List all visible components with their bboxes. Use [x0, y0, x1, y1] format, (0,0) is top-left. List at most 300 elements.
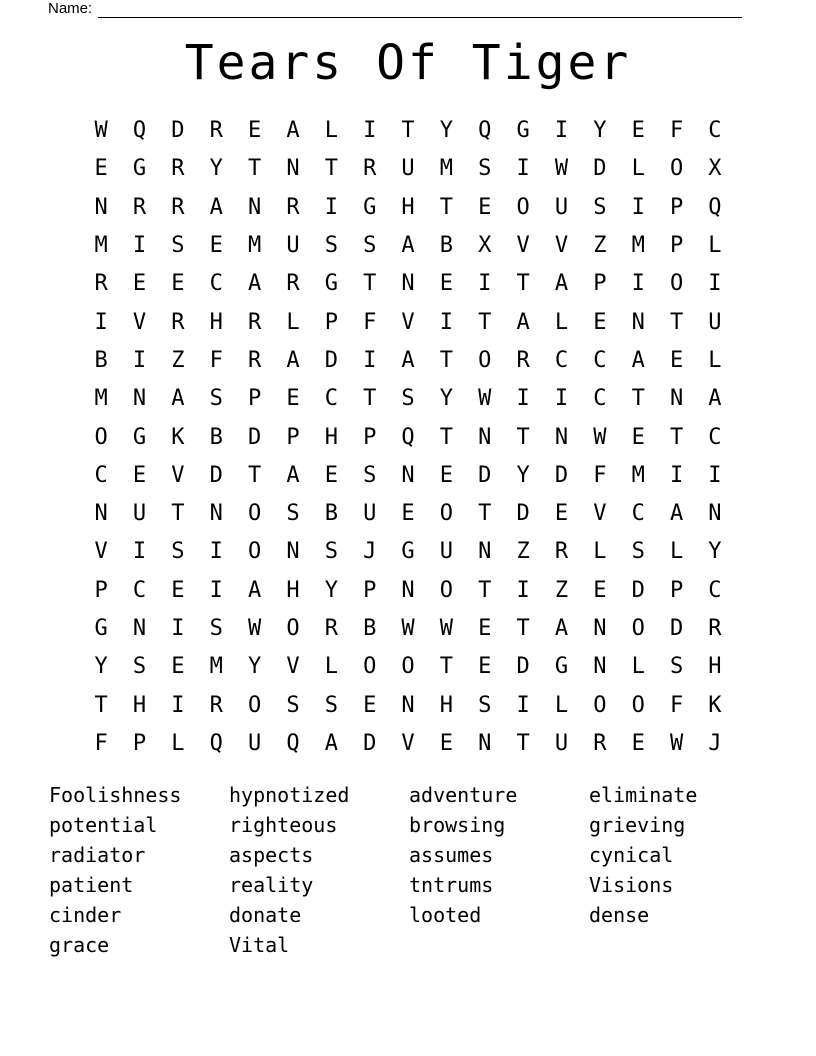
grid-letter: O	[439, 577, 454, 603]
grid-letter: H	[132, 692, 147, 718]
grid-letter: O	[286, 616, 300, 641]
grid-row	[82, 227, 734, 265]
word-list-item: grace	[49, 933, 110, 957]
word-column	[409, 780, 589, 960]
grid-letter: U	[554, 730, 569, 756]
grid-letter: D	[171, 118, 185, 144]
grid-letter: E	[478, 194, 492, 220]
grid-letter: E	[593, 309, 607, 335]
grid-letter: C	[324, 386, 338, 412]
grid-letter: U	[439, 539, 454, 565]
grid-letter: N	[593, 654, 607, 680]
grid-letter: N	[631, 309, 645, 335]
grid-row	[82, 572, 734, 610]
grid-letter: D	[593, 156, 607, 182]
grid-letter: G	[554, 654, 569, 680]
grid-letter: W	[94, 118, 108, 144]
grid-letter: P	[286, 424, 300, 450]
grid-row	[82, 725, 734, 763]
grid-letter: I	[516, 156, 530, 182]
grid-letter: S	[286, 692, 300, 718]
grid-letter: O	[247, 539, 262, 565]
grid-letter: I	[516, 577, 530, 603]
grid-letter: D	[324, 347, 338, 373]
grid-letter: Y	[439, 386, 454, 412]
grid-letter: N	[401, 271, 415, 297]
grid-letter: G	[132, 156, 147, 182]
grid-letter: J	[708, 730, 722, 756]
grid-letter: B	[324, 501, 338, 527]
grid-letter: C	[708, 577, 722, 603]
grid-letter: T	[363, 271, 377, 297]
grid-letter: S	[401, 386, 415, 412]
word-list-item: dense	[589, 903, 650, 927]
grid-letter: T	[401, 118, 415, 144]
grid-row	[82, 303, 734, 341]
grid-letter: E	[439, 730, 454, 756]
grid-letter: U	[286, 233, 300, 259]
grid-letter: E	[286, 386, 300, 412]
grid-letter: O	[631, 616, 645, 641]
grid-letter: Z	[593, 233, 607, 259]
grid-letter: E	[478, 616, 492, 641]
grid-letter: N	[247, 194, 262, 220]
grid-letter: I	[631, 271, 645, 297]
grid-letter: F	[669, 118, 684, 144]
grid-letter: D	[209, 462, 223, 488]
grid-letter: Q	[286, 730, 300, 756]
grid-letter: W	[439, 616, 454, 641]
grid-letter: Y	[209, 156, 223, 182]
grid-letter: E	[132, 271, 147, 297]
grid-letter: C	[631, 501, 645, 527]
grid-letter: C	[593, 386, 607, 412]
grid-letter: R	[593, 730, 607, 756]
grid-letter: T	[669, 309, 684, 335]
grid-letter: E	[132, 462, 147, 488]
grid-letter: T	[247, 156, 262, 182]
grid-letter: C	[554, 347, 569, 373]
grid-letter: H	[286, 577, 300, 603]
grid-row	[82, 265, 734, 303]
grid-letter: N	[478, 424, 492, 450]
grid-letter: N	[94, 194, 108, 220]
grid-letter: E	[669, 347, 684, 373]
word-list-item: browsing	[409, 813, 506, 837]
grid-letter: B	[439, 233, 454, 259]
grid-letter: I	[669, 462, 684, 488]
grid-letter: L	[631, 156, 645, 182]
grid-letter: A	[324, 730, 338, 756]
grid-letter: E	[171, 654, 185, 680]
grid-letter: M	[209, 654, 223, 680]
grid-letter: S	[209, 616, 223, 641]
grid-letter: I	[554, 118, 569, 144]
grid-letter: O	[247, 692, 262, 718]
grid-letter: N	[132, 386, 147, 412]
grid-letter: E	[363, 692, 377, 718]
grid-row	[82, 342, 734, 380]
grid-letter: H	[324, 424, 338, 450]
grid-letter: M	[439, 156, 454, 182]
grid-letter: W	[669, 730, 684, 756]
grid-letter: Y	[324, 577, 338, 603]
grid-letter: K	[708, 692, 722, 718]
grid-letter: A	[669, 501, 684, 527]
grid-letter: H	[401, 194, 415, 220]
grid-letter: Y	[593, 118, 607, 144]
grid-letter: A	[286, 347, 300, 373]
grid-letter: T	[478, 309, 492, 335]
grid-letter: S	[209, 386, 223, 412]
grid-letter: L	[324, 654, 338, 680]
grid-letter: I	[171, 616, 185, 641]
grid-letter: V	[94, 539, 108, 565]
grid-letter: N	[401, 462, 415, 488]
grid-letter: N	[401, 577, 415, 603]
grid-row	[82, 533, 734, 571]
grid-letter: P	[363, 577, 377, 603]
grid-letter: L	[708, 347, 722, 373]
grid-letter: R	[286, 271, 300, 297]
grid-letter: A	[401, 233, 415, 259]
grid-row	[82, 610, 734, 648]
grid-letter: N	[94, 501, 108, 527]
grid-letter: T	[247, 462, 262, 488]
letter-grid	[82, 112, 734, 763]
grid-letter: T	[516, 616, 530, 641]
grid-letter: A	[554, 616, 569, 641]
grid-letter: A	[247, 271, 262, 297]
grid-letter: T	[439, 654, 454, 680]
grid-letter: C	[708, 424, 722, 450]
grid-letter: P	[247, 386, 262, 412]
grid-letter: E	[593, 577, 607, 603]
grid-letter: B	[363, 616, 377, 641]
grid-letter: W	[593, 424, 607, 450]
page-title: Tears Of Tiger	[184, 35, 632, 91]
grid-letter: K	[171, 424, 185, 450]
grid-letter: C	[94, 462, 108, 488]
grid-letter: H	[209, 309, 223, 335]
grid-letter: I	[554, 386, 569, 412]
grid-letter: R	[708, 616, 722, 641]
grid-letter: S	[132, 654, 147, 680]
grid-letter: V	[401, 309, 415, 335]
grid-letter: O	[363, 654, 377, 680]
grid-letter: L	[324, 118, 338, 144]
grid-letter: A	[286, 118, 300, 144]
grid-letter: Q	[209, 730, 223, 756]
grid-letter: G	[363, 194, 377, 220]
grid-letter: N	[478, 539, 492, 565]
grid-letter: J	[363, 539, 377, 565]
grid-letter: E	[171, 271, 185, 297]
word-list-item: aspects	[229, 843, 314, 867]
grid-letter: T	[478, 501, 492, 527]
grid-letter: T	[439, 347, 454, 373]
grid-letter: V	[132, 309, 147, 335]
grid-letter: E	[478, 654, 492, 680]
word-list-item: reality	[229, 873, 314, 897]
grid-letter: H	[439, 692, 454, 718]
grid-letter: S	[593, 194, 607, 220]
grid-letter: T	[439, 194, 454, 220]
grid-letter: Q	[708, 194, 722, 220]
grid-letter: I	[209, 539, 223, 565]
word-list-item: Vital	[229, 933, 290, 957]
grid-letter: S	[171, 233, 185, 259]
grid-letter: R	[171, 194, 185, 220]
grid-letter: O	[669, 271, 684, 297]
word-list-item: eliminate	[589, 783, 698, 807]
grid-letter: N	[478, 730, 492, 756]
grid-letter: T	[516, 271, 530, 297]
grid-letter: Q	[132, 118, 147, 144]
grid-letter: R	[209, 692, 223, 718]
grid-letter: R	[247, 347, 262, 373]
grid-letter: V	[171, 462, 185, 488]
grid-letter: A	[247, 577, 262, 603]
grid-letter: W	[478, 386, 492, 412]
grid-letter: E	[401, 501, 415, 527]
grid-letter: Q	[478, 118, 492, 144]
grid-letter: U	[132, 501, 147, 527]
grid-letter: S	[631, 539, 645, 565]
grid-letter: D	[247, 424, 262, 450]
grid-letter: V	[286, 654, 300, 680]
grid-letter: S	[324, 692, 338, 718]
grid-letter: S	[171, 539, 185, 565]
grid-letter: T	[171, 501, 185, 527]
grid-letter: T	[516, 424, 530, 450]
grid-letter: M	[631, 233, 645, 259]
grid-letter: I	[439, 309, 454, 335]
word-list-item: looted	[409, 903, 482, 927]
grid-letter: D	[363, 730, 377, 756]
grid-letter: T	[439, 424, 454, 450]
grid-letter: N	[593, 616, 607, 641]
grid-letter: X	[708, 156, 722, 182]
grid-letter: N	[286, 156, 300, 182]
grid-letter: L	[171, 730, 185, 756]
grid-letter: P	[593, 271, 607, 297]
grid-letter: U	[708, 309, 722, 335]
grid-letter: L	[554, 692, 569, 718]
grid-letter: V	[401, 730, 415, 756]
word-list-item: donate	[229, 903, 302, 927]
grid-letter: C	[593, 347, 607, 373]
grid-row	[82, 457, 734, 495]
grid-letter: R	[247, 309, 262, 335]
grid-letter: L	[669, 539, 684, 565]
grid-letter: I	[132, 233, 147, 259]
grid-letter: Z	[171, 347, 185, 373]
grid-row	[82, 648, 734, 686]
grid-letter: N	[554, 424, 569, 450]
word-list-item: patient	[49, 873, 134, 897]
grid-letter: M	[94, 233, 108, 259]
grid-letter: V	[554, 233, 569, 259]
grid-letter: W	[401, 616, 415, 641]
grid-letter: I	[363, 118, 377, 144]
grid-letter: P	[132, 730, 147, 756]
grid-letter: O	[478, 347, 492, 373]
grid-letter: F	[94, 730, 108, 756]
grid-letter: E	[439, 271, 454, 297]
word-list-item: hypnotized	[229, 783, 350, 807]
grid-letter: O	[631, 692, 645, 718]
grid-letter: L	[593, 539, 607, 565]
grid-letter: Y	[708, 539, 722, 565]
grid-letter: W	[247, 616, 262, 641]
grid-letter: B	[209, 424, 223, 450]
word-column	[49, 780, 229, 960]
grid-letter: O	[439, 501, 454, 527]
grid-letter: O	[247, 501, 262, 527]
grid-letter: S	[669, 654, 684, 680]
grid-letter: N	[286, 539, 300, 565]
grid-letter: M	[631, 462, 645, 488]
grid-letter: N	[209, 501, 223, 527]
grid-letter: L	[708, 233, 722, 259]
grid-letter: G	[132, 424, 147, 450]
grid-letter: L	[286, 309, 300, 335]
name-field	[48, 0, 742, 18]
grid-letter: A	[401, 347, 415, 373]
word-list-item: righteous	[229, 813, 338, 837]
grid-letter: I	[132, 347, 147, 373]
word-list-item: assumes	[409, 843, 494, 867]
grid-letter: C	[209, 271, 223, 297]
grid-letter: R	[363, 156, 377, 182]
grid-letter: E	[247, 118, 262, 144]
grid-letter: T	[516, 730, 530, 756]
grid-letter: R	[132, 194, 147, 220]
grid-letter: P	[324, 309, 338, 335]
grid-letter: I	[708, 462, 722, 488]
grid-row	[82, 495, 734, 533]
grid-letter: A	[516, 309, 530, 335]
grid-letter: S	[478, 156, 492, 182]
grid-row	[82, 380, 734, 418]
grid-letter: D	[516, 654, 530, 680]
word-list-item: adventure	[409, 783, 518, 807]
grid-letter: E	[171, 577, 185, 603]
grid-letter: N	[669, 386, 684, 412]
grid-letter: T	[478, 577, 492, 603]
grid-letter: G	[516, 118, 530, 144]
name-underline	[98, 3, 742, 18]
grid-letter: N	[401, 692, 415, 718]
word-column	[229, 780, 409, 960]
grid-letter: A	[286, 462, 300, 488]
grid-letter: T	[94, 692, 108, 718]
grid-letter: T	[363, 386, 377, 412]
grid-row	[82, 686, 734, 724]
word-list-item: grieving	[589, 813, 686, 837]
grid-letter: X	[478, 233, 492, 259]
grid-letter: R	[324, 616, 338, 641]
grid-letter: A	[708, 386, 722, 412]
grid-letter: Y	[516, 462, 530, 488]
grid-letter: W	[554, 156, 569, 182]
grid-letter: E	[324, 462, 338, 488]
grid-letter: T	[669, 424, 684, 450]
grid-letter: S	[478, 692, 492, 718]
word-list-item: cynical	[589, 843, 674, 867]
grid-letter: A	[209, 194, 223, 220]
grid-letter: C	[708, 118, 722, 144]
grid-letter: G	[324, 271, 338, 297]
grid-letter: P	[363, 424, 377, 450]
grid-letter: I	[209, 577, 223, 603]
grid-letter: D	[554, 462, 569, 488]
grid-letter: A	[171, 386, 185, 412]
grid-letter: U	[401, 156, 415, 182]
grid-letter: I	[132, 539, 147, 565]
grid-letter: C	[132, 577, 147, 603]
word-list-item: cinder	[49, 903, 122, 927]
grid-letter: Q	[401, 424, 415, 450]
grid-letter: R	[171, 309, 185, 335]
grid-letter: B	[94, 347, 108, 373]
grid-letter: S	[286, 501, 300, 527]
word-list-item: tntrums	[409, 873, 494, 897]
grid-letter: I	[516, 692, 530, 718]
grid-letter: L	[554, 309, 569, 335]
grid-row	[82, 418, 734, 456]
grid-letter: L	[631, 654, 645, 680]
grid-letter: E	[631, 118, 645, 144]
grid-letter: I	[363, 347, 377, 373]
grid-letter: M	[247, 233, 262, 259]
grid-letter: D	[516, 501, 530, 527]
grid-letter: A	[631, 347, 645, 373]
grid-row	[82, 150, 734, 188]
word-list-item: Foolishness	[49, 783, 182, 807]
grid-letter: S	[363, 462, 377, 488]
grid-letter: O	[401, 654, 415, 680]
grid-letter: O	[516, 194, 530, 220]
grid-letter: D	[669, 616, 684, 641]
grid-letter: E	[439, 462, 454, 488]
grid-letter: V	[593, 501, 607, 527]
grid-letter: P	[669, 194, 684, 220]
grid-letter: T	[324, 156, 338, 182]
grid-letter: I	[478, 271, 492, 297]
word-list	[49, 780, 769, 960]
grid-letter: R	[209, 118, 223, 144]
name-label: Name:	[48, 0, 93, 17]
grid-letter: R	[554, 539, 569, 565]
grid-letter: F	[209, 347, 223, 373]
grid-letter: F	[363, 309, 377, 335]
grid-row	[82, 189, 734, 227]
grid-letter: P	[94, 577, 108, 603]
grid-letter: I	[171, 692, 185, 718]
grid-letter: I	[516, 386, 530, 412]
grid-letter: R	[94, 271, 108, 297]
grid-letter: I	[708, 271, 722, 297]
grid-letter: U	[363, 501, 377, 527]
grid-letter: E	[209, 233, 223, 259]
grid-letter: Y	[247, 654, 262, 680]
grid-letter: N	[132, 616, 147, 641]
grid-letter: G	[94, 616, 108, 641]
grid-letter: S	[363, 233, 377, 259]
grid-letter: D	[478, 462, 492, 488]
